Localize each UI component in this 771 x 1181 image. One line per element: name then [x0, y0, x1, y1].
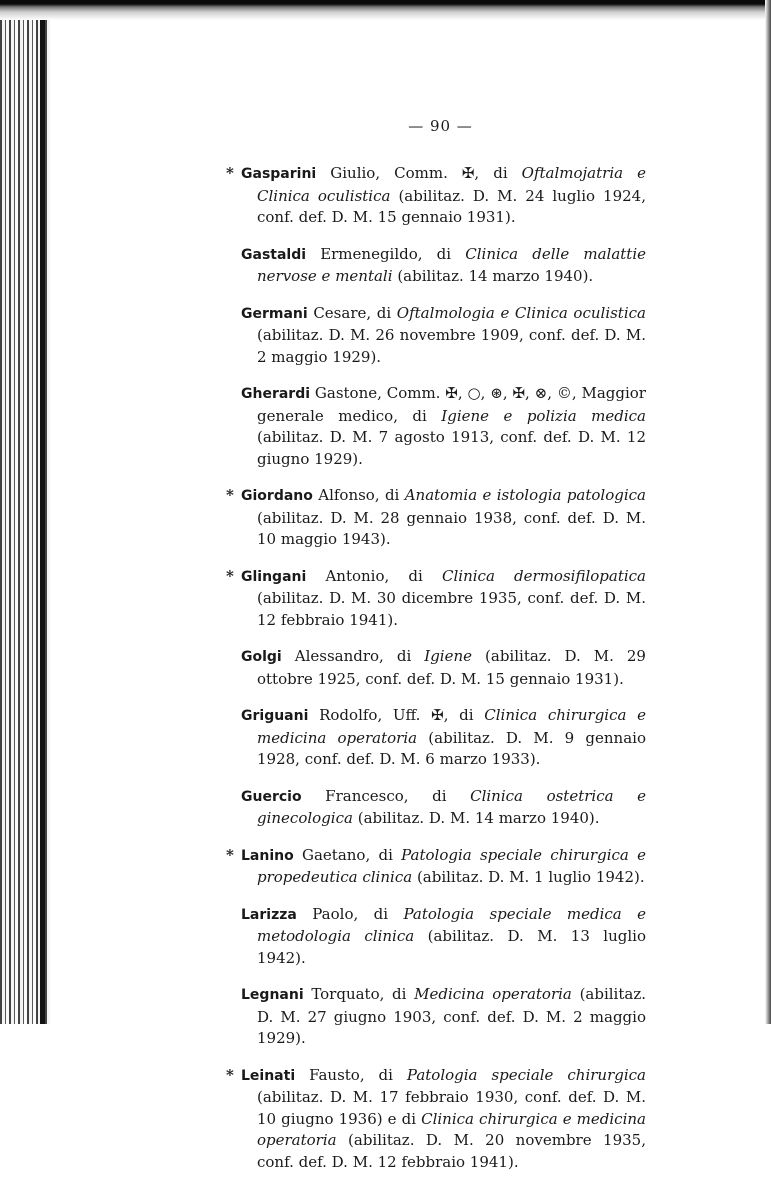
subject: Oftalmologia e Clinica oculistica: [396, 303, 646, 322]
surname: Leinati: [241, 1067, 296, 1084]
surname: Guercio: [241, 788, 302, 805]
qualification: (abilitaz. D. M. 9 gennaio 1928, conf. def. D. M. 6 marzo 1933).: [257, 728, 646, 768]
star-marker: *: [226, 164, 234, 182]
surname: Gastaldi: [241, 246, 307, 263]
qualification: (abilitaz. D. M. 17 febbraio 1930, conf. def. D. M. 10 giugno 1936) e di: [257, 1088, 646, 1128]
list-item: [226, 1065, 646, 1174]
qualification: (abilitaz. D. M. 14 marzo 1940).: [357, 809, 600, 827]
qualification: (abilitaz. 14 marzo 1940).: [397, 267, 594, 285]
qualification: (abilitaz. D. M. 26 novembre 1909, conf. def. D. M. 2 maggio 1929).: [257, 326, 646, 366]
star-marker: *: [226, 566, 234, 585]
qualification: (abilitaz. D. M. 1 luglio 1942).: [416, 868, 645, 886]
top-scan-shadow: [0, 0, 771, 20]
subject: Clinica dermosifilopatica: [442, 566, 646, 585]
binding-edge: [40, 0, 45, 1024]
list-item: [226, 984, 646, 1050]
list-item: [226, 904, 646, 970]
subject: Clinica chirurgica e medicina operatoria: [257, 706, 646, 747]
qualification: (abilitaz. D. M. 13 luglio 1942).: [257, 927, 646, 967]
details: Alfonso, di: [318, 486, 400, 504]
qualification: (abilitaz. D. M. 7 agosto 1913, conf. def. D. M. 12 giugno 1929).: [257, 428, 646, 468]
surname: Lanino: [241, 847, 294, 864]
surname: Germani: [241, 305, 308, 322]
surname: Griguani: [241, 708, 309, 724]
list-item: [226, 383, 646, 470]
subject: Patologia speciale chirurgica e propedeutica clinica: [257, 845, 646, 886]
list-item: [226, 303, 646, 369]
subject: Patologia speciale chirurgica: [406, 1065, 646, 1084]
details: Antonio, di: [325, 566, 423, 585]
surname: Legnani: [241, 987, 304, 1003]
subject: Igiene e polizia medica: [441, 406, 646, 425]
star-marker: *: [226, 845, 234, 864]
surname: Gherardi: [241, 386, 311, 402]
subject: Clinica ostetrica e ginecologica: [257, 786, 646, 827]
list-item: [226, 163, 646, 229]
right-scan-shadow: [765, 0, 771, 1024]
details: Giulio, Comm. ✠, di: [330, 164, 508, 182]
list-item: [226, 566, 646, 632]
surname: Gasparini: [241, 166, 317, 182]
list-item: [226, 244, 646, 288]
subject: Clinica delle malattie nervose e mentali: [257, 244, 646, 285]
details: Francesco, di: [325, 786, 447, 805]
list-item: [226, 646, 646, 690]
list-item: [226, 485, 646, 551]
surname: Glingani: [241, 568, 307, 585]
qualification: (abilitaz. D. M. 24 luglio 1924, conf. def. D. M. 15 gennaio 1931).: [257, 186, 646, 226]
list-item: [226, 705, 646, 771]
subject: Oftalmojatria e Clinica oculistica: [257, 164, 646, 205]
entry-list: [226, 148, 646, 1181]
details: Fausto, di: [309, 1065, 393, 1084]
surname: Giordano: [241, 488, 313, 504]
qualification-second: (abilitaz. D. M. 20 novembre 1935, conf. def. D. M. 12 febbraio 1941).: [257, 1131, 646, 1171]
details: Torquato, di: [311, 985, 407, 1003]
details: Cesare, di: [313, 303, 392, 322]
details: Rodolfo, Uff. ✠, di: [319, 706, 474, 724]
star-marker: *: [226, 1065, 234, 1084]
page-number: — 90 —: [408, 117, 473, 135]
surname: Golgi: [241, 649, 282, 665]
qualification: (abilitaz. D. M. 28 gennaio 1938, conf. def. D. M. 10 maggio 1943).: [257, 508, 646, 548]
subject: Igiene: [424, 647, 473, 665]
qualification: (abilitaz. D. M. 30 dicembre 1935, conf. def. D. M. 12 febbraio 1941).: [257, 589, 646, 629]
list-item: [226, 845, 646, 889]
surname: Larizza: [241, 906, 297, 923]
star-marker: *: [226, 486, 234, 504]
details: Gastone, Comm. ✠, ○, ⊛, ✠, ⊗, ©, Maggior generale medico, di: [257, 384, 646, 425]
subject: Anatomia e istologia patologica: [404, 486, 646, 504]
qualification: (abilitaz. D. M. 29 ottobre 1925, conf. def. D. M. 15 gennaio 1931).: [257, 647, 646, 688]
subject: Medicina operatoria: [414, 985, 572, 1003]
subject-second: Clinica chirurgica e medicina operatoria: [257, 1109, 646, 1149]
subject: Patologia speciale medica e metodologia clinica: [257, 904, 646, 945]
qualification: (abilitaz. D. M. 27 giugno 1903, conf. def. D. M. 2 maggio 1929).: [257, 985, 646, 1047]
details: Alessandro, di: [294, 647, 412, 665]
details: Paolo, di: [312, 904, 389, 923]
details: Ermenegildo, di: [320, 244, 452, 263]
list-item: [226, 786, 646, 830]
details: Gaetano, di: [301, 845, 393, 864]
